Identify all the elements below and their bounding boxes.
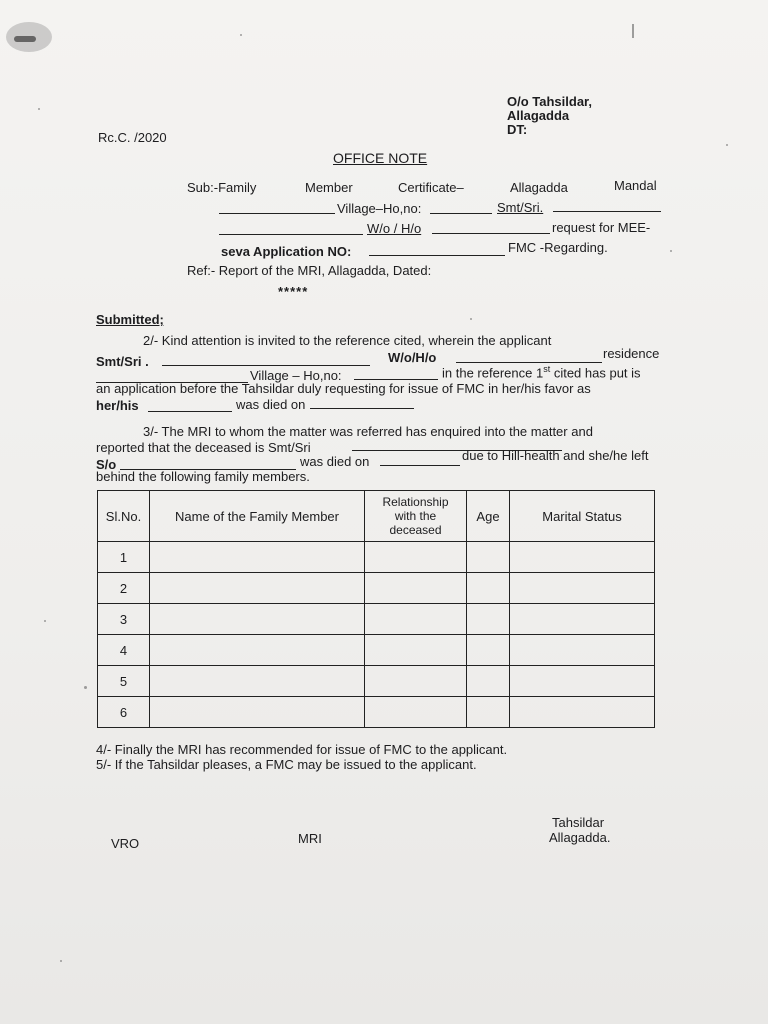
blank-line	[162, 364, 370, 366]
subject-seva-app: seva Application NO:	[221, 244, 352, 259]
para3-s-o: S/o	[96, 457, 117, 472]
para2-her-his: her/his	[96, 398, 139, 413]
signature-tahsildar-place: Allagadda.	[549, 830, 611, 845]
row-number: 6	[98, 697, 150, 728]
office-place: Allagadda	[507, 108, 570, 123]
blank-line	[553, 210, 661, 212]
blank-line	[380, 464, 460, 466]
table-row	[98, 697, 655, 728]
signature-mri: MRI	[298, 831, 322, 846]
para2-smt-sri: Smt/Sri .	[96, 354, 149, 369]
scan-dot	[38, 108, 40, 110]
para3-line1: 3/- The MRI to whom the matter was referred has enquired into the matter and	[143, 424, 593, 439]
para3-was-died-on: was died on	[300, 454, 370, 469]
office-name: O/o Tahsildar,	[507, 94, 593, 109]
blank-line	[310, 407, 414, 409]
signature-tahsildar: Tahsildar	[552, 815, 605, 830]
para2-line4: an application before the Tahsildar duly requesting for issue of FMC in her/his favor as	[96, 381, 591, 396]
table-header-row	[98, 491, 655, 542]
subject-fmc-regarding: FMC -Regarding.	[508, 240, 608, 255]
para2-ref-cited: in the reference 1st cited has put is	[442, 364, 641, 381]
subject-prefix: Sub:-Family	[187, 180, 257, 195]
subject-request: request for MEE-	[552, 220, 651, 235]
row-number: 3	[98, 604, 150, 635]
table-row	[98, 573, 655, 604]
table-row	[98, 666, 655, 697]
para5: 5/- If the Tahsildar pleases, a FMC may be issued to the applicant.	[96, 757, 477, 772]
scan-dot	[670, 250, 672, 252]
para2-was-died-on: was died on	[236, 397, 306, 412]
subject-certificate: Certificate–	[398, 180, 464, 195]
scan-dot	[632, 24, 634, 38]
scan-dot	[726, 144, 728, 146]
reference-line: Ref:- Report of the MRI, Allagadda, Dated:	[187, 263, 432, 278]
blank-line	[148, 410, 232, 412]
date-label: DT:	[507, 122, 528, 137]
para2-residence: residence	[603, 346, 660, 361]
para3-line2: reported that the deceased is Smt/Sri	[96, 440, 311, 455]
separator-stars: *****	[278, 284, 309, 299]
row-number: 5	[98, 666, 150, 697]
signature-vro: VRO	[111, 836, 140, 851]
scan-dot	[240, 34, 242, 36]
reference-number: Rc.C. /2020	[98, 130, 167, 145]
row-number: 4	[98, 635, 150, 666]
subject-mandal: Mandal	[614, 178, 657, 193]
subject-member: Member	[305, 180, 353, 195]
table-row	[98, 635, 655, 666]
page-title: OFFICE NOTE	[333, 150, 428, 166]
subject-village: Village–Ho,no:	[337, 201, 422, 216]
table-row	[98, 604, 655, 635]
scan-mark	[14, 36, 36, 42]
table-row	[98, 542, 655, 573]
row-number: 1	[98, 542, 150, 573]
para2-line1: 2/- Kind attention is invited to the reference cited, wherein the applicant	[143, 333, 552, 348]
scan-dot	[84, 686, 87, 689]
family-members-table	[97, 490, 655, 728]
scan-dot	[60, 960, 62, 962]
col-header-sl-no: Sl.No.	[98, 491, 150, 542]
para2-village: Village – Ho,no:	[250, 368, 342, 383]
blank-line	[369, 254, 505, 256]
blank-line	[432, 232, 550, 234]
blank-line	[456, 361, 602, 363]
subject-allagadda: Allagadda	[510, 180, 568, 195]
scan-dot	[470, 318, 472, 320]
para3-due-to: due to Hill-health and she/he left	[462, 448, 649, 463]
row-number: 2	[98, 573, 150, 604]
para4: 4/- Finally the MRI has recommended for issue of FMC to the applicant.	[96, 742, 508, 757]
blank-line	[219, 233, 363, 235]
blank-line	[430, 212, 492, 214]
submitted-heading: Submitted;	[96, 312, 164, 327]
col-header-age: Age	[467, 491, 510, 542]
subject-smt-sri: Smt/Sri.	[497, 200, 544, 215]
scan-dot	[44, 620, 46, 622]
col-header-relationship: Relationship with the deceased	[365, 491, 467, 542]
col-header-name: Name of the Family Member	[150, 491, 365, 542]
blank-line	[219, 212, 335, 214]
col-header-marital-status: Marital Status	[510, 491, 655, 542]
blank-line	[354, 378, 438, 380]
para2-wohio: W/o/H/o	[388, 350, 437, 365]
subject-wo-ho: W/o / H/o	[367, 221, 422, 236]
para3-line4: behind the following family members.	[96, 469, 310, 484]
